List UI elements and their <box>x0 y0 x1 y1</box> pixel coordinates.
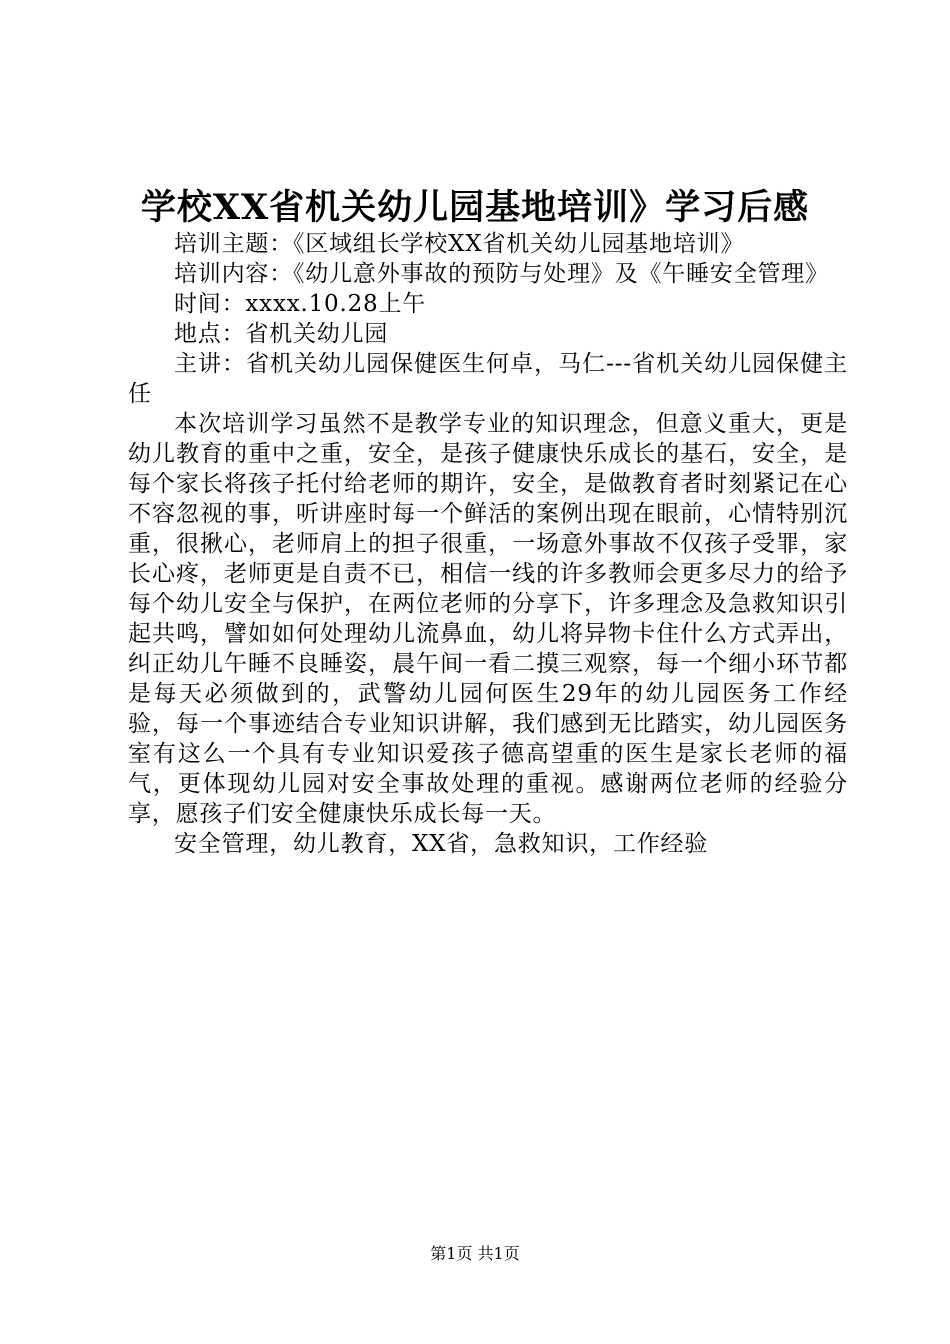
paragraph-keywords: 安全管理，幼儿教育，XX省，急救知识，工作经验 <box>174 831 709 857</box>
document-title: 学校XX省机关幼儿园基地培训》学习后感 <box>140 187 810 228</box>
paragraph-time: 时间：xxxx.10.28上午 <box>174 291 427 317</box>
document-body <box>128 229 848 859</box>
paragraph-training-topic: 培训主题：《区域组长学校XX省机关幼儿园基地培训》 <box>174 231 745 257</box>
page-footer: 第1页 共1页 <box>430 1244 520 1263</box>
paragraph-location: 地点：省机关幼儿园 <box>174 321 389 347</box>
paragraph-training-content: 培训内容：《幼儿意外事故的预防与处理》及《午睡安全管理》 <box>174 261 829 287</box>
paragraph-reflection: 本次培训学习虽然不是教学专业的知识理念，但意义重大，更是幼儿教育的重中之重，安全，是孩子健康快乐成长的基石，安全，是每个家长将孩子托付给老师的期许，安全，是做教育者时刻紧记在心不容忽视的事，听讲座时每一个鲜活的案例出现在眼前，心情特别沉重，很揪心，老师肩上的担子很重，一场意外事故不仅孩子受罪，家长心疼，老师更是自责不已，相信一线的许多教师会更多尽力的给予每个幼儿安全与保护，在两位老师的分享下，许多理念及急救知识引起共鸣，譬如如何处理幼儿流鼻血，幼儿将异物卡住什么方式弄出，纠正幼儿午睡不良睡姿，晨午间一看二摸三观察，每一个细小环节都是每天必须做到的，武警幼儿园何医生29年的幼儿园医务工作经验，每一个事迹结合专业知识讲解，我们感到无比踏实，幼儿园医务室有这么一个具有专业知识爱孩子德高望重的医生是家长老师的福气，更体现幼儿园对安全事故处理的重视。感谢两位老师的经验分享，愿孩子们安全健康快乐成长每一天。 <box>128 411 848 827</box>
paragraph-speakers: 主讲：省机关幼儿园保健医生何卓，马仁---省机关幼儿园保健主任 <box>128 351 848 407</box>
